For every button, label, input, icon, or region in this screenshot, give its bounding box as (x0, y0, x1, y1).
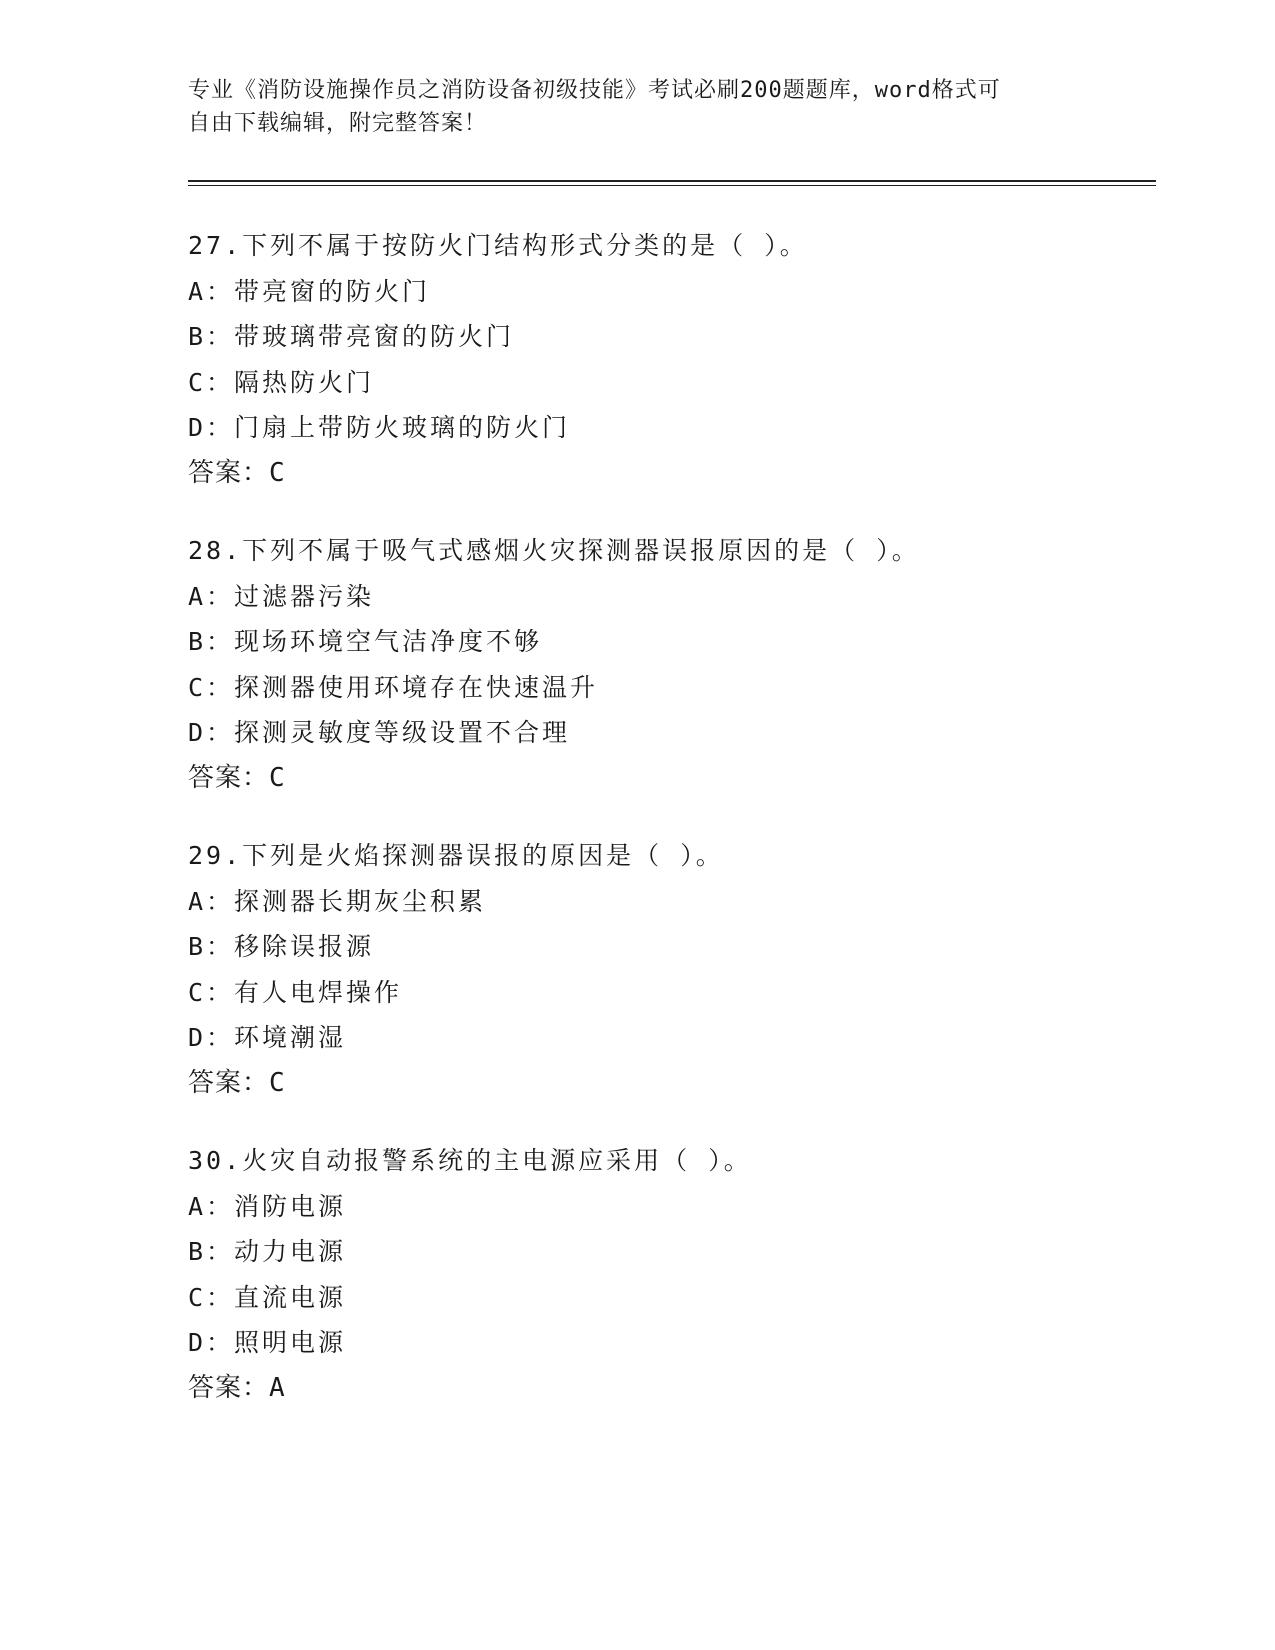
header-line-2: 自由下载编辑，附完整答案！ (188, 111, 488, 136)
option-b: B：带玻璃带亮窗的防火门 (188, 322, 515, 351)
option-b: B：动力电源 (188, 1237, 347, 1266)
option-d: D：照明电源 (188, 1328, 347, 1357)
option-a: A：消防电源 (188, 1191, 347, 1221)
option-b: B：移除误报源 (188, 932, 375, 961)
answer-label: 答案： (188, 1067, 270, 1098)
question-28 (188, 528, 1148, 801)
answer-line (188, 756, 1148, 802)
option-a: A：过滤器污染 (188, 581, 375, 611)
option-d: D：探测灵敏度等级设置不合理 (188, 718, 571, 747)
answer-label: 答案： (188, 762, 270, 793)
answer-label: 答案： (188, 1372, 270, 1403)
question-30 (188, 1138, 1148, 1411)
option-c: C：直流电源 (188, 1282, 347, 1312)
option-c: C：探测器使用环境存在快速温升 (188, 672, 599, 702)
answer-value: C (269, 762, 286, 793)
answer-line (188, 451, 1148, 497)
answer-line (188, 1061, 1148, 1107)
answer-line (188, 1366, 1148, 1412)
header-line-1: 专业《消防设施操作员之消防设备初级技能》考试必刷200题题库，word格式可 (188, 78, 1001, 103)
option-a: A：带亮窗的防火门 (188, 276, 431, 306)
question-text: 27.下列不属于按防火门结构形式分类的是（ ）。 (188, 231, 808, 260)
answer-value: C (269, 457, 286, 488)
answer-label: 答案： (188, 457, 270, 488)
question-29 (188, 833, 1148, 1106)
option-d: D：门扇上带防火玻璃的防火门 (188, 413, 571, 442)
option-a: A：探测器长期灰尘积累 (188, 886, 487, 916)
question-text: 30.火灾自动报警系统的主电源应采用（ ）。 (188, 1146, 752, 1175)
answer-value: C (269, 1067, 286, 1098)
header-divider (188, 180, 1156, 186)
option-c: C：隔热防火门 (188, 367, 375, 397)
question-text: 28.下列不属于吸气式感烟火灾探测器误报原因的是（ ）。 (188, 536, 920, 565)
answer-value: A (269, 1372, 286, 1403)
document-header (188, 74, 1088, 140)
option-c: C：有人电焊操作 (188, 977, 403, 1007)
question-27 (188, 223, 1148, 496)
option-d: D：环境潮湿 (188, 1023, 347, 1052)
option-b: B：现场环境空气洁净度不够 (188, 627, 543, 656)
question-text: 29.下列是火焰探测器误报的原因是（ ）。 (188, 841, 724, 870)
